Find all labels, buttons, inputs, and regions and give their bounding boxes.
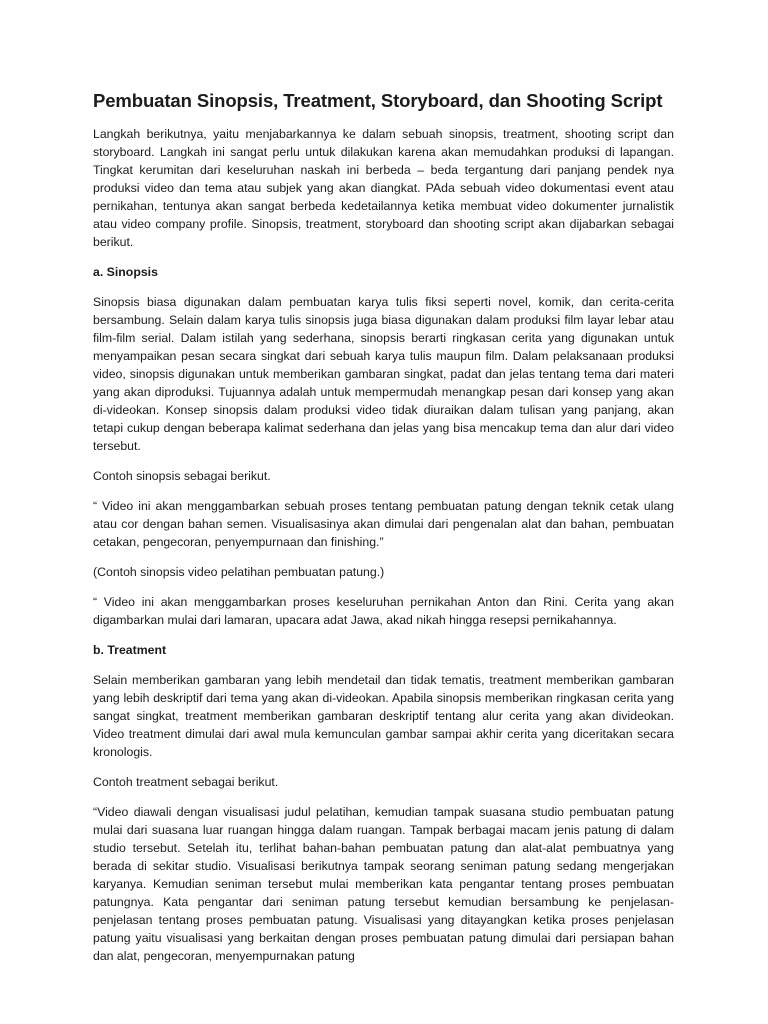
sinopsis-example-2: “ Video ini akan menggambarkan proses keseluruhan pernikahan Anton dan Rini. Cerita yang akan digambarkan mulai dari lamaran, upacara adat Jawa, akad nikah hingga resepsi pernikahannya. [93,595,674,627]
section-heading-treatment: b. Treatment [93,643,167,657]
sinopsis-example-1: “ Video ini akan menggambarkan sebuah proses tentang pembuatan patung dengan teknik cetak ulang atau cor dengan bahan semen. Visualisasinya akan dimulai dari pengenalan alat dan bahan, pembuatan cetakan, pengecoran, penyempurnaan dan finishing.” [93,499,674,549]
treatment-paragraph: Selain memberikan gambaran yang lebih mendetail dan tidak tematis, treatment memberikan gambaran yang lebih deskriptif dari tema yang akan di-videokan. Apabila sinopsis memberikan ringkasan cerita yang sangat singkat, treatment memberikan gambaran deskriptif tentang alur cerita yang akan divideokan. Video treatment dimulai dari awal mula kemunculan gambar sampai akhir cerita yang diceritakan secara kronologis. [93,673,674,759]
sinopsis-paragraph: Sinopsis biasa digunakan dalam pembuatan karya tulis fiksi seperti novel, komik, dan cerita-cerita bersambung. Selain dalam karya tulis sinopsis juga biasa digunakan dalam produksi film layar lebar atau film-film serial. Dalam istilah yang sederhana, sinopsis berarti ringkasan cerita yang digunakan untuk menyampaikan pesan secara singkat dari sebuah karya tulis maupun film. Dalam pelaksanaan produksi video, sinopsis digunakan untuk memberikan gambaran singkat, padat dan jelas tentang tema dari materi yang akan diproduksi. Tujuannya adalah untuk mempermudah menangkap pesan dari konsep yang akan di-videokan. Konsep sinopsis dalam produksi video tidak diuraikan dalam tulisan yang panjang, akan tetapi cukup dengan beberapa kalimat sederhana dan jelas yang bisa mencakup tema dan alur dari video tersebut. [93,295,674,453]
sinopsis-example-1-caption: (Contoh sinopsis video pelatihan pembuatan patung.) [93,565,385,579]
sinopsis-example-intro: Contoh sinopsis sebagai berikut. [93,469,271,483]
section-heading-sinopsis: a. Sinopsis [93,265,158,279]
page-title: Pembuatan Sinopsis, Treatment, Storyboard, dan Shooting Script [93,90,663,111]
treatment-example-1: “Video diawali dengan visualisasi judul pelatihan, kemudian tampak suasana studio pembuatan patung mulai dari suasana luar ruangan hingga dalam ruangan. Tampak berbagai macam jenis patung di dalam studio tersebut. Setelah itu, terlihat bahan-bahan pembuatan patung dan alat-alat pembuatnya yang berada di sekitar studio. Visualisasi berikutnya tampak seorang seniman patung sedang mengerjakan karyanya. Kemudian seniman tersebut mulai memberikan kata pengantar tentang proses pembuatan patungnya. Kata pengantar dari seniman patung tersebut kemudian bersambung ke penjelasan-penjelasan tentang proses pembuatan patung. Visualisasi yang ditayangkan ketika proses penjelasan patung yaitu visualisasi yang berkaitan dengan proses pembuatan patung dimulai dari persiapan bahan dan alat, pengecoran, menyempurnakan patung [93,805,674,963]
treatment-example-intro: Contoh treatment sebagai berikut. [93,775,279,789]
intro-paragraph: Langkah berikutnya, yaitu menjabarkannya ke dalam sebuah sinopsis, treatment, shooting script dan storyboard. Langkah ini sangat perlu untuk dilakukan karena akan memudahkan produksi di lapangan. Tingkat kerumitan dari keseluruhan naskah ini berbeda – beda tergantung dari panjang pendek nya produksi video dan tema atau subjek yang akan diangkat. PAda sebuah video dokumentasi event atau pernikahan, tentunya akan sangat berbeda kedetailannya ketika membuat video dokumenter jurnalistik atau video company profile. Sinopsis, treatment, storyboard dan shooting script akan dijabarkan sebagai berikut. [93,127,674,249]
